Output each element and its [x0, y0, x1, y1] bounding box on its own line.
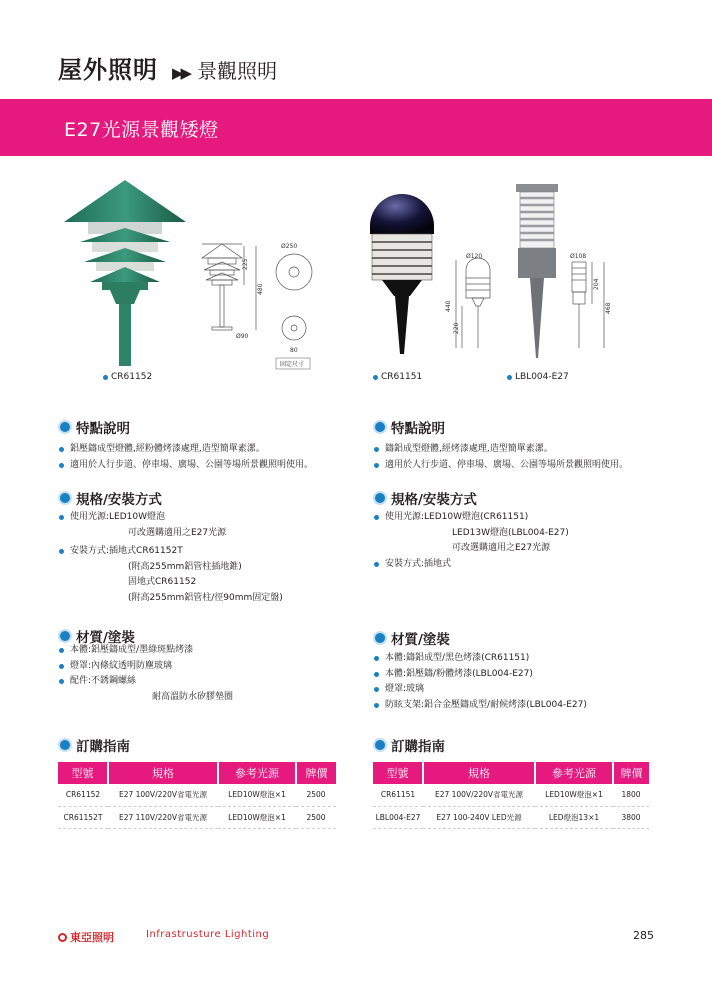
left-order-table — [58, 762, 336, 829]
cell-source: LED10W燈泡×1 — [535, 784, 613, 806]
section-title: 特點說明 — [391, 421, 445, 437]
right-order-table — [373, 762, 649, 829]
caption-text: LBL004-E27 — [515, 372, 569, 382]
cell-price: 3800 — [613, 806, 649, 828]
dim-h440: 440 — [445, 300, 452, 312]
list-item: 適用於人行步道、停車場、廣場、公園等場所景觀照明使用。 — [373, 458, 628, 474]
col-model: 型號 — [373, 762, 423, 784]
caption-cr61152 — [103, 372, 152, 382]
title-banner — [0, 99, 712, 156]
bullet-icon — [373, 375, 378, 380]
section-bullet-icon — [58, 491, 72, 505]
left-features-heading — [58, 417, 130, 437]
lbl004-lamp-photo — [512, 182, 562, 360]
dim-h220: 220 — [453, 322, 460, 334]
cr61151-lamp-photo — [364, 190, 440, 356]
list-item: 安裝方式:插地式CR61152T — [58, 544, 283, 560]
list-item-continued: 固地式CR61152 — [128, 577, 197, 587]
section-title: 材質/塗裝 — [76, 630, 135, 646]
brand-mark-icon — [58, 933, 67, 942]
table-header-row — [58, 762, 336, 784]
page-number: 285 — [633, 929, 654, 942]
caption-lbl004 — [507, 372, 569, 382]
col-price: 牌價 — [296, 762, 336, 784]
cell-source: LED10W燈泡×1 — [218, 806, 296, 828]
section-title: 材質/塗裝 — [391, 632, 450, 648]
double-arrow-icon: ▶▶ — [172, 64, 190, 82]
list-item: 本體:鑄鋁成型/黑色烤漆(CR61151) — [373, 651, 587, 667]
section-bullet-icon — [58, 629, 72, 643]
cell-model: LBL004-E27 — [373, 806, 423, 828]
list-item: 鋁壓鑄成型燈體,經粉體烤漆處理,造型簡單素潔。 — [58, 442, 313, 458]
right-spec-list — [373, 510, 569, 572]
col-source: 參考光源 — [218, 762, 296, 784]
cr61152-dimension-drawing — [196, 240, 322, 372]
left-install-list — [58, 544, 283, 606]
list-item-continued: 可改選購適用之E27光源 — [452, 543, 551, 553]
bullet-icon — [507, 375, 512, 380]
cell-spec: E27 100V/220V省電光源 — [108, 784, 218, 806]
left-order-heading — [58, 735, 130, 755]
right-order-heading — [373, 735, 445, 755]
table-row — [58, 806, 336, 828]
dim-d108: Ø108 — [570, 253, 587, 260]
caption-cr61151 — [373, 372, 422, 382]
brand-name: 東亞照明 — [70, 931, 114, 944]
list-item: 本體:鋁壓鑄/粉體烤漆(LBL004-E27) — [373, 667, 587, 683]
cell-price: 2500 — [296, 806, 336, 828]
section-bullet-icon — [58, 738, 72, 752]
dim-h204: 204 — [593, 278, 600, 290]
category-title: 屋外照明 — [58, 56, 158, 84]
section-title: 特點說明 — [76, 421, 130, 437]
brand-tagline: Infrastrusture Lighting — [146, 929, 270, 940]
left-spec-list — [58, 510, 226, 541]
cell-model: CR61152T — [58, 806, 108, 828]
right-spec-heading — [373, 488, 477, 508]
dim-note: 固定尺寸 — [280, 361, 305, 368]
list-item: 適用於人行步道、停車場、廣場、公園等場所景觀照明使用。 — [58, 458, 313, 474]
page-header — [58, 50, 277, 85]
dim-h225: 225 — [242, 258, 249, 270]
dim-d120: Ø120 — [466, 253, 483, 260]
lbl004-dimension-drawing — [566, 250, 610, 354]
list-item: 本體:鋁壓鑄成型/墨綠斑點烤漆 — [58, 643, 233, 659]
list-item-continued: LED13W燈泡(LBL004-E27) — [452, 527, 569, 538]
table-row — [58, 784, 336, 806]
left-material-list — [58, 643, 233, 705]
list-item-continued: 可改選購適用之E27光源 — [128, 527, 227, 538]
section-bullet-icon — [373, 631, 387, 645]
section-title: 訂購指南 — [76, 739, 130, 755]
dim-d90: Ø90 — [236, 333, 249, 340]
right-material-list — [373, 651, 587, 713]
list-item: 鑄鋁成型燈體,經烤漆處理,造型簡單素潔。 — [373, 442, 628, 458]
list-item-continued: (附高255mm鋁管柱/徑90mm固定盤) — [128, 592, 283, 603]
banner-title: E27光源景觀矮燈 — [64, 119, 219, 141]
dim-w80: 80 — [290, 347, 298, 354]
section-title: 規格/安裝方式 — [391, 492, 477, 508]
list-item-continued: (附高255mm鋁管柱插地錐) — [128, 561, 242, 572]
left-features-list — [58, 442, 313, 473]
list-item: 配件:不銹鋼螺絲 — [58, 674, 233, 690]
dim-h480: 480 — [257, 283, 264, 295]
list-item: 使用光源:LED10W燈泡(CR61151) — [373, 510, 569, 526]
table-row — [373, 806, 649, 828]
subcategory-title: 景觀照明 — [197, 59, 278, 83]
section-bullet-icon — [373, 491, 387, 505]
cell-spec: E27 100-240V LED光源 — [423, 806, 535, 828]
table-row — [373, 784, 649, 806]
cell-model: CR61152 — [58, 784, 108, 806]
cell-spec: E27 110V/220V省電光源 — [108, 806, 218, 828]
section-title: 規格/安裝方式 — [76, 492, 162, 508]
cell-source: LED燈泡13×1 — [535, 806, 613, 828]
dim-d250: Ø250 — [281, 243, 298, 250]
col-spec: 規格 — [423, 762, 535, 784]
section-bullet-icon — [58, 420, 72, 434]
cell-source: LED10W燈泡×1 — [218, 784, 296, 806]
col-spec: 規格 — [108, 762, 218, 784]
cr61151-dimension-drawing — [444, 252, 502, 352]
caption-text: CR61151 — [381, 372, 423, 382]
brand-logo — [58, 929, 114, 945]
list-item: 安裝方式:插地式 — [373, 557, 569, 573]
cell-price: 1800 — [613, 784, 649, 806]
bullet-icon — [103, 375, 108, 380]
cell-price: 2500 — [296, 784, 336, 806]
list-item: 燈罩:內條紋透明防塵玻璃 — [58, 659, 233, 675]
dim-h468: 468 — [605, 302, 612, 314]
section-title: 訂購指南 — [391, 739, 445, 755]
section-bullet-icon — [373, 738, 387, 752]
table-header-row — [373, 762, 649, 784]
cell-model: CR61151 — [373, 784, 423, 806]
cell-spec: E27 100V/220V省電光源 — [423, 784, 535, 806]
col-source: 參考光源 — [535, 762, 613, 784]
right-features-list — [373, 442, 628, 473]
cr61152-lamp-photo — [62, 178, 188, 370]
col-price: 牌價 — [613, 762, 649, 784]
list-item-continued: 耐高溫防水矽膠墊圈 — [152, 691, 234, 702]
list-item: 防眩支架:鋁合金壓鑄成型/耐候烤漆(LBL004-E27) — [373, 698, 587, 714]
left-spec-heading — [58, 488, 162, 508]
right-features-heading — [373, 417, 445, 437]
list-item: 燈罩:玻璃 — [373, 682, 587, 698]
list-item: 使用光源:LED10W燈泡 — [58, 510, 226, 526]
col-model: 型號 — [58, 762, 108, 784]
caption-text: CR61152 — [111, 372, 153, 382]
right-material-heading — [373, 628, 450, 648]
section-bullet-icon — [373, 420, 387, 434]
